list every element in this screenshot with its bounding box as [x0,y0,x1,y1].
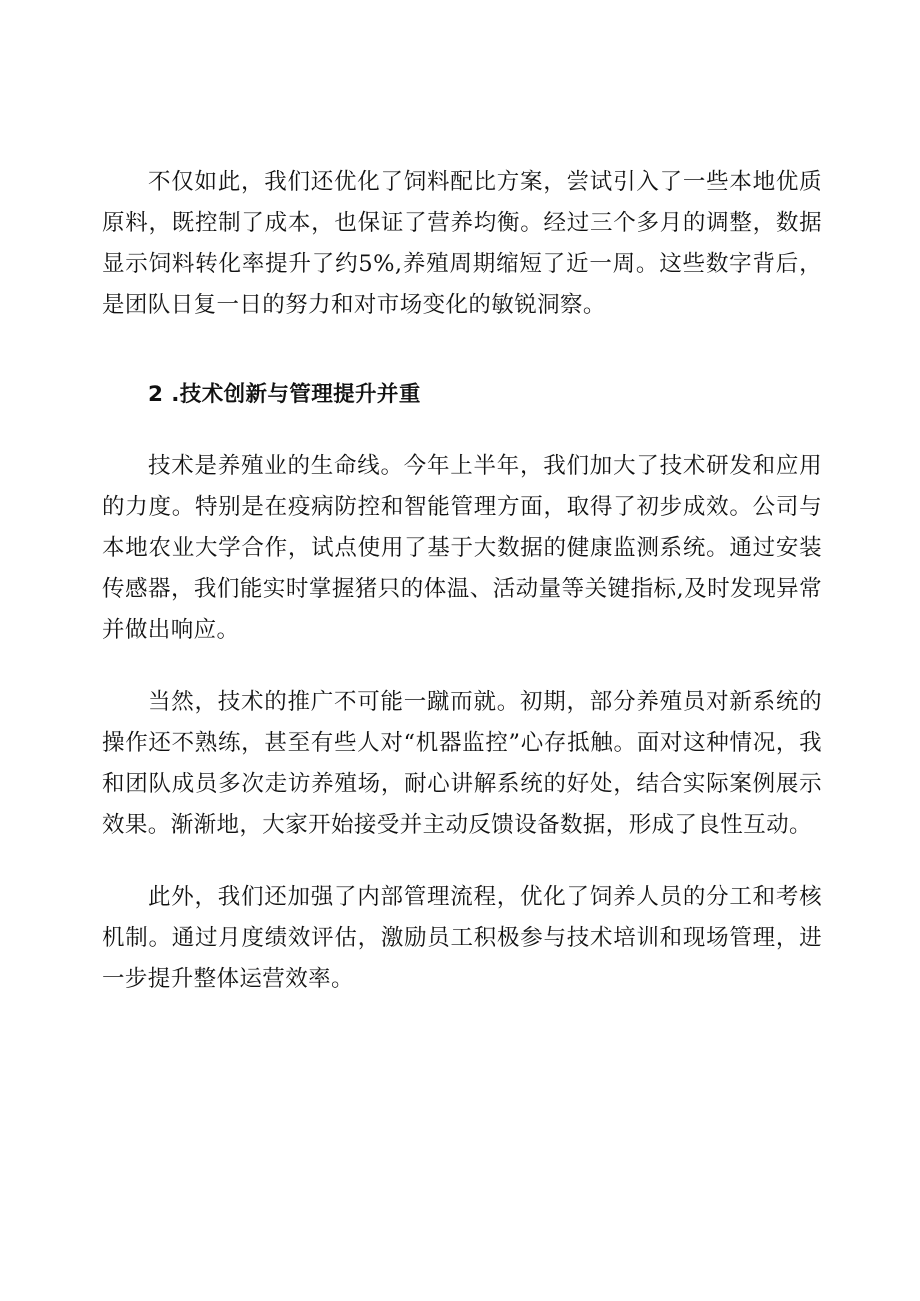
paragraph-technology-adoption: 当然，技术的推广不可能一蹴而就。初期，部分养殖员对新系统的操作还不熟练，甚至有些人对“机器监控”心存抵触。面对这种情况，我和团队成员多次走访养殖场，耐心讲解系统的好处，结合实际案例展示效果。渐渐地，大家开始接受并主动反馈设备数据，形成了良性互动。 [102,689,822,838]
section-heading: 2 .技术创新与管理提升并重 [148,382,421,407]
paragraph-management: 此外，我们还加强了内部管理流程，优化了饲养人员的分工和考核机制。通过月度绩效评估，激励员工积极参与技术培训和现场管理，进一步提升整体运营效率。 [102,884,822,992]
document-page [102,162,822,1000]
paragraph-technology: 技术是养殖业的生命线。今年上半年，我们加大了技术研发和应用的力度。特别是在疫病防控和智能管理方面，取得了初步成效。公司与本地农业大学合作，试点使用了基于大数据的健康监测系统。通过安装传感器，我们能实时掌握猪只的体温、活动量等关键指标,及时发现异常并做出响应。 [102,453,822,643]
paragraph-feed-optimization: 不仅如此，我们还优化了饲料配比方案，尝试引入了一些本地优质原料，既控制了成本，也保证了营养均衡。经过三个多月的调整，数据显示饲料转化率提升了约5%,养殖周期缩短了近一周。这些数字背后，是团队日复一日的努力和对市场变化的敏锐洞察。 [102,169,822,318]
